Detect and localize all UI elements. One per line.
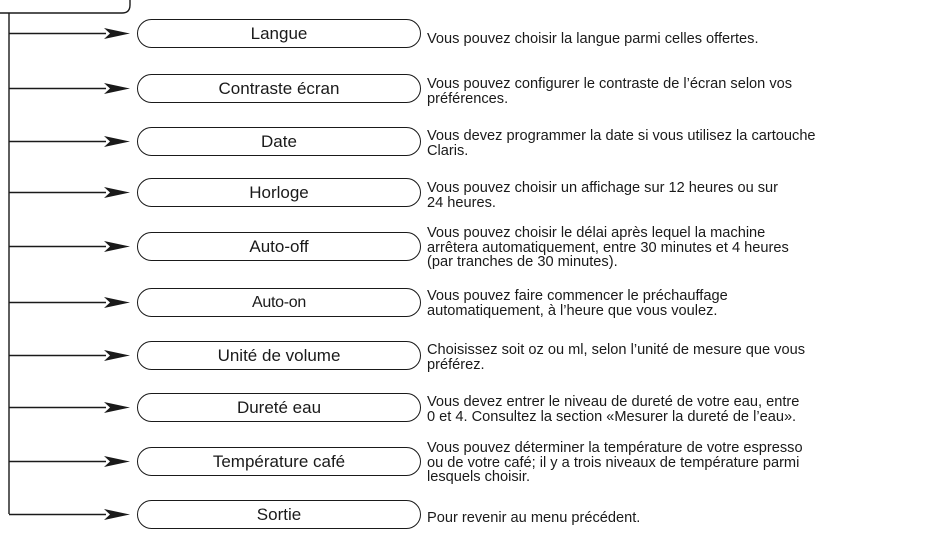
menu-row-auto-off [0,225,937,272]
menu-item-unite-de-volume[interactable]: Unité de volume [137,341,421,370]
menu-item-date[interactable]: Date [137,127,421,156]
menu-item-description: Vous pouvez choisir le délai après lequel la machine arrêtera automatiquement, entre 30 minutes et 4 heures (par tranches de 30 minutes). [427,225,789,270]
parent-box-edge [0,0,130,13]
menu-item-contraste-ecran[interactable]: Contraste écran [137,74,421,103]
menu-item-horloge[interactable]: Horloge [137,178,421,207]
menu-item-auto-on[interactable]: Auto-on [137,288,421,317]
menu-row-date [0,127,937,167]
menu-row-contraste-ecran [0,74,937,114]
menu-row-durete-eau [0,393,937,433]
menu-row-horloge [0,178,937,218]
menu-item-langue[interactable]: Langue [137,19,421,48]
menu-row-auto-on [0,288,937,328]
menu-item-auto-off[interactable]: Auto-off [137,232,421,261]
menu-item-description: Vous pouvez faire commencer le préchauffage automatiquement, à l’heure que vous voulez. [427,288,728,319]
menu-item-description: Pour revenir au menu précédent. [427,510,641,526]
menu-item-description: Vous devez programmer la date si vous utilisez la cartouche Claris. [427,128,816,159]
menu-row-temperature-cafe [0,440,937,487]
menu-item-durete-eau[interactable]: Dureté eau [137,393,421,422]
menu-item-description: Vous pouvez choisir un affichage sur 12 heures ou sur 24 heures. [427,180,779,211]
menu-item-sortie[interactable]: Sortie [137,500,421,529]
menu-item-description: Vous devez entrer le niveau de dureté de votre eau, entre 0 et 4. Consultez la section «Mesurer la dureté de l’eau». [427,394,800,425]
menu-item-description: Vous pouvez configurer le contraste de l’écran selon vos préférences. [427,76,793,107]
menu-item-description: Vous pouvez choisir la langue parmi celles offertes. [427,31,759,47]
menu-row-langue [0,19,937,59]
menu-item-description: Choisissez soit oz ou ml, selon l’unité de mesure que vous préférez. [427,342,806,373]
menu-item-description: Vous pouvez déterminer la température de votre espresso ou de votre café; il y a trois niveaux de température parmi lesquels choisir. [427,440,803,485]
menu-row-unite-de-volume [0,341,937,381]
menu-row-sortie [0,500,937,540]
menu-item-temperature-cafe[interactable]: Température café [137,447,421,476]
